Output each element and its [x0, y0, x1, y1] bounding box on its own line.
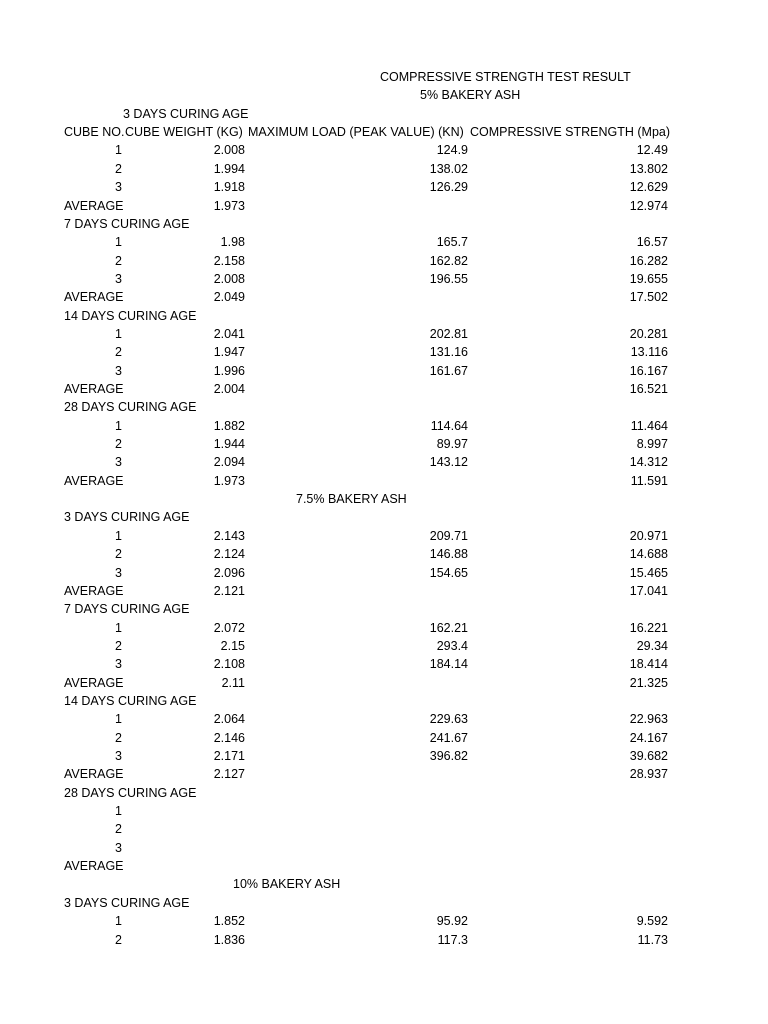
cube-weight: 2.15: [220, 638, 245, 653]
table-row: [0, 270, 768, 288]
page-title: COMPRESSIVE STRENGTH TEST RESULT: [380, 70, 631, 84]
average-weight: 2.121: [213, 583, 245, 598]
table-row: [0, 619, 768, 637]
cube-number: 1: [115, 326, 122, 341]
column-header-row: [0, 123, 768, 141]
compressive-strength: 9.592: [636, 914, 668, 929]
cube-weight: 2.124: [213, 547, 245, 562]
cube-number: 2: [115, 638, 122, 653]
cube-weight: 2.096: [213, 565, 245, 580]
cube-number: 3: [115, 455, 122, 470]
curing-age-label: 14 DAYS CURING AGE: [64, 693, 197, 708]
maximum-load: 117.3: [437, 932, 468, 947]
maximum-load: 95.92: [436, 914, 468, 929]
age-label-row: [0, 894, 768, 912]
maximum-load: 131.16: [429, 345, 468, 360]
maximum-load: 229.63: [429, 712, 468, 727]
cube-weight: 2.008: [213, 143, 245, 158]
average-label: AVERAGE: [64, 198, 124, 213]
compressive-strength: 24.167: [629, 730, 668, 745]
cube-number: 3: [115, 840, 122, 855]
average-row: [0, 288, 768, 306]
average-weight: 2.127: [213, 767, 245, 782]
table-row: [0, 545, 768, 563]
compressive-strength: 13.116: [630, 345, 668, 360]
cube-weight: 1.947: [213, 345, 245, 360]
table-row: [0, 252, 768, 270]
compressive-strength: 13.802: [629, 161, 668, 176]
curing-age-label: 3 DAYS CURING AGE: [64, 895, 190, 910]
average-weight: 2.004: [213, 382, 245, 396]
cube-number: 1: [115, 528, 122, 543]
curing-age-label: 7 DAYS CURING AGE: [64, 216, 190, 231]
maximum-load: 138.02: [429, 161, 468, 176]
average-strength: 16.521: [629, 382, 668, 396]
average-row: [0, 380, 768, 398]
table-row: [0, 453, 768, 471]
cube-number: 2: [115, 730, 122, 745]
average-strength: 28.937: [629, 767, 668, 782]
compressive-strength: 12.49: [636, 143, 668, 158]
compressive-strength: 16.57: [636, 235, 668, 250]
average-strength: 17.502: [629, 290, 668, 305]
average-strength: 21.325: [629, 675, 668, 690]
compressive-strength: 14.312: [629, 455, 668, 470]
table-row: [0, 912, 768, 930]
compressive-strength: 12.629: [629, 180, 668, 195]
table-row: [0, 141, 768, 159]
compressive-strength: 39.682: [629, 749, 668, 763]
compressive-strength: 20.281: [629, 326, 668, 341]
compressive-strength: 11.73: [637, 932, 668, 947]
table-row: [0, 362, 768, 380]
compressive-strength: 20.971: [629, 528, 668, 543]
cube-number: 1: [115, 620, 122, 635]
curing-age-label: 7 DAYS CURING AGE: [64, 602, 190, 617]
table-row: [0, 710, 768, 728]
cube-weight: 2.143: [213, 528, 245, 543]
cube-number: 2: [115, 161, 122, 176]
cube-number: 2: [115, 932, 122, 947]
average-label: AVERAGE: [64, 290, 124, 305]
cube-number: 3: [115, 180, 122, 195]
table-row: [0, 325, 768, 343]
compressive-strength: 11.464: [630, 418, 668, 433]
compressive-strength: 8.997: [636, 437, 668, 451]
cube-weight: 1.996: [213, 363, 245, 378]
cube-weight: 1.98: [220, 235, 245, 250]
group-title-row: [0, 490, 768, 508]
cube-weight: 1.852: [213, 914, 245, 929]
compressive-strength: 16.221: [629, 620, 668, 635]
cube-weight: 2.094: [213, 455, 245, 470]
maximum-load: 126.29: [429, 180, 468, 195]
table-row: [0, 178, 768, 196]
group-title-row: [0, 875, 768, 893]
average-strength: 11.591: [630, 473, 668, 488]
cube-weight: 1.882: [213, 418, 245, 433]
cube-number: 1: [115, 143, 122, 158]
maximum-load: 241.67: [429, 730, 468, 745]
average-label: AVERAGE: [64, 473, 124, 488]
table-row: [0, 233, 768, 251]
average-strength: 12.974: [629, 198, 668, 213]
cube-number: 3: [115, 271, 122, 286]
table-row: [0, 435, 768, 453]
table-row: [0, 747, 768, 765]
cube-number: 2: [115, 345, 122, 360]
compressive-strength: 16.282: [629, 253, 668, 268]
average-weight: 2.11: [221, 675, 245, 690]
curing-age-label: 28 DAYS CURING AGE: [64, 400, 197, 415]
maximum-load: 293.4: [436, 638, 468, 653]
maximum-load: 196.55: [429, 271, 468, 286]
compressive-strength: 15.465: [629, 565, 668, 580]
average-weight: 2.049: [213, 290, 245, 305]
compressive-strength: 19.655: [629, 271, 668, 286]
cube-number: 1: [115, 804, 122, 818]
cube-number: 1: [115, 914, 122, 929]
average-strength: 17.041: [629, 583, 668, 598]
cube-weight: 2.008: [213, 271, 245, 286]
title-row: [0, 68, 768, 86]
cube-number: 2: [115, 822, 122, 837]
table-row: [0, 802, 768, 820]
maximum-load: 162.82: [429, 253, 468, 268]
maximum-load: 143.12: [429, 455, 468, 470]
average-label: AVERAGE: [64, 583, 124, 598]
compressive-strength: 16.167: [629, 363, 668, 378]
table-row: [0, 527, 768, 545]
group-title-row: [0, 86, 768, 104]
cube-number: 2: [115, 547, 122, 562]
age-label-row: [0, 398, 768, 416]
maximum-load: 161.67: [429, 363, 468, 378]
average-label: AVERAGE: [64, 675, 124, 690]
cube-number: 3: [115, 657, 122, 672]
average-row: [0, 765, 768, 783]
table-row: [0, 417, 768, 435]
group-title: 7.5% BAKERY ASH: [296, 492, 407, 507]
cube-weight: 2.158: [213, 253, 245, 268]
maximum-load: 146.88: [429, 547, 468, 562]
table-row: [0, 343, 768, 361]
header-max-load: MAXIMUM LOAD (PEAK VALUE) (KN): [248, 125, 464, 140]
table-row: [0, 160, 768, 178]
header-cube-no: CUBE NO.: [64, 125, 125, 140]
cube-weight: 1.836: [213, 932, 245, 947]
curing-age-label: 3 DAYS CURING AGE: [64, 510, 190, 525]
cube-weight: 2.064: [213, 712, 245, 727]
cube-number: 1: [115, 235, 122, 250]
maximum-load: 162.21: [429, 620, 468, 635]
group-title: 10% BAKERY ASH: [233, 877, 341, 892]
cube-weight: 1.994: [213, 161, 245, 176]
age-label-row: [0, 784, 768, 802]
cube-weight: 2.171: [213, 749, 245, 763]
table-row: [0, 637, 768, 655]
cube-number: 2: [115, 253, 122, 268]
average-weight: 1.973: [213, 473, 245, 488]
average-row: [0, 197, 768, 215]
average-label: AVERAGE: [64, 382, 124, 396]
header-compressive-strength: COMPRESSIVE STRENGTH (Mpa): [470, 125, 671, 140]
average-weight: 1.973: [213, 198, 245, 213]
age-label-row: [0, 692, 768, 710]
maximum-load: 165.7: [436, 235, 468, 250]
age-label-row: [0, 105, 768, 123]
compressive-strength: 22.963: [629, 712, 668, 727]
curing-age-label: 28 DAYS CURING AGE: [64, 785, 197, 800]
curing-age-label: 3 DAYS CURING AGE: [123, 106, 249, 121]
maximum-load: 209.71: [429, 528, 468, 543]
cube-weight: 1.944: [213, 437, 245, 451]
cube-number: 1: [115, 712, 122, 727]
header-cube-weight: CUBE WEIGHT (KG): [125, 125, 243, 140]
maximum-load: 184.14: [429, 657, 468, 672]
maximum-load: 396.82: [429, 749, 468, 763]
maximum-load: 89.97: [436, 437, 468, 451]
curing-age-label: 14 DAYS CURING AGE: [64, 308, 197, 323]
table-row: [0, 729, 768, 747]
maximum-load: 124.9: [436, 143, 468, 158]
cube-number: 2: [115, 437, 122, 451]
age-label-row: [0, 600, 768, 618]
maximum-load: 114.64: [430, 418, 468, 433]
table-row: [0, 931, 768, 949]
compressive-strength: 14.688: [629, 547, 668, 562]
cube-weight: 2.072: [213, 620, 245, 635]
age-label-row: [0, 508, 768, 526]
cube-number: 1: [115, 418, 122, 433]
average-row: [0, 674, 768, 692]
average-row: [0, 857, 768, 875]
average-row: [0, 582, 768, 600]
cube-weight: 2.041: [213, 326, 245, 341]
table-row: [0, 820, 768, 838]
table-row: [0, 839, 768, 857]
age-label-row: [0, 215, 768, 233]
average-row: [0, 472, 768, 490]
age-label-row: [0, 307, 768, 325]
table-row: [0, 655, 768, 673]
cube-weight: 2.108: [213, 657, 245, 672]
maximum-load: 202.81: [429, 326, 468, 341]
cube-weight: 1.918: [213, 180, 245, 195]
compressive-strength: 18.414: [629, 657, 668, 672]
maximum-load: 154.65: [429, 565, 468, 580]
cube-weight: 2.146: [213, 730, 245, 745]
group-title: 5% BAKERY ASH: [420, 88, 521, 103]
average-label: AVERAGE: [64, 859, 124, 874]
average-label: AVERAGE: [64, 767, 124, 782]
table-row: [0, 564, 768, 582]
cube-number: 3: [115, 363, 122, 378]
cube-number: 3: [115, 565, 122, 580]
compressive-strength: 29.34: [636, 638, 668, 653]
cube-number: 3: [115, 749, 122, 763]
